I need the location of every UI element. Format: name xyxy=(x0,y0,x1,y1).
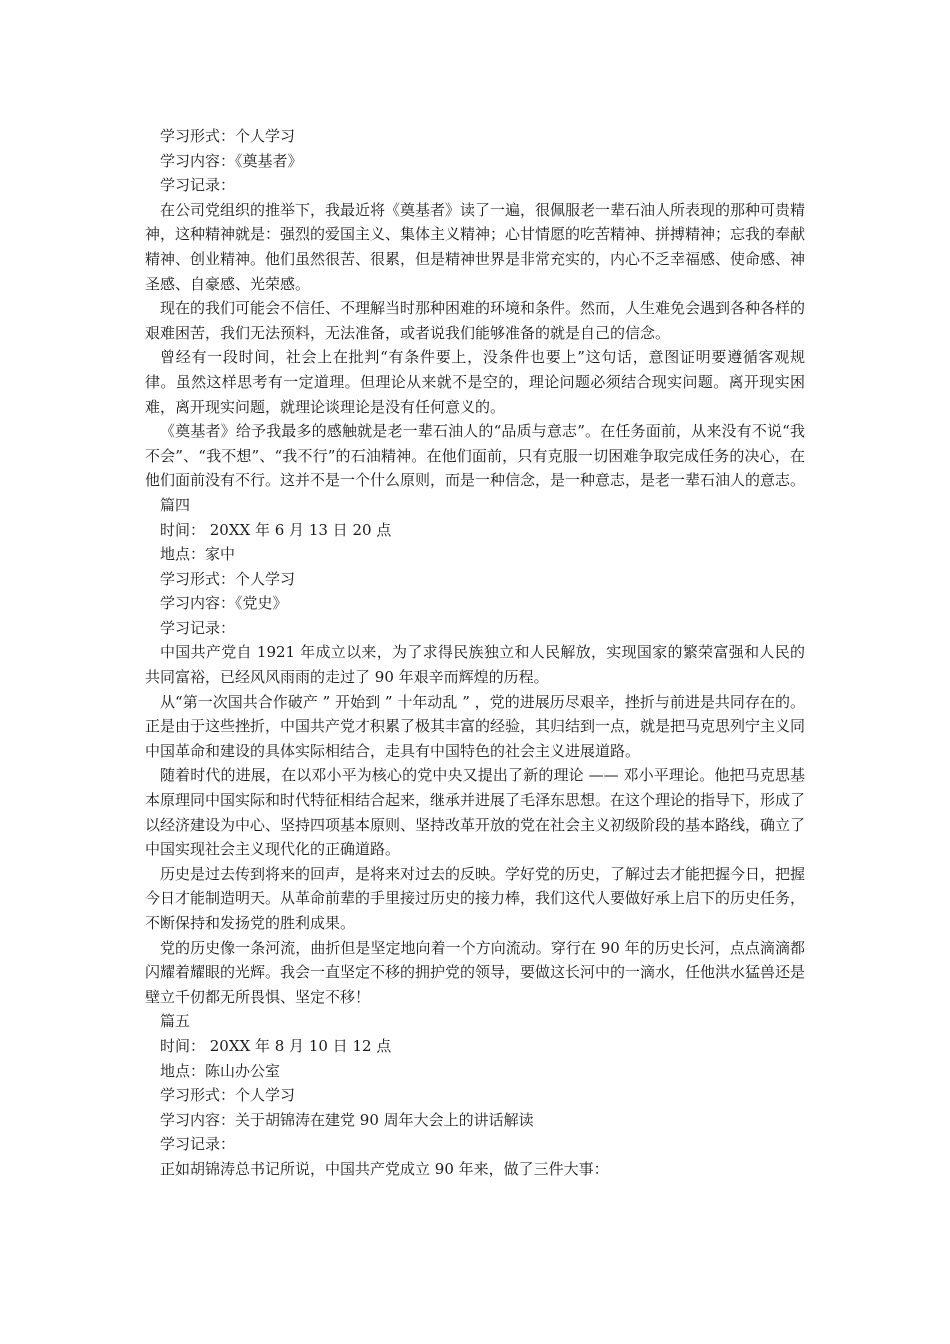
document-page xyxy=(145,124,805,1182)
study-record-label: 学习记录： xyxy=(160,176,236,195)
study-record-label: 学习记录： xyxy=(160,618,236,637)
study-time-line: 时间： 20XX 年 8 月 10 日 12 点 xyxy=(160,1036,392,1055)
study-place-line: 地点：陈山办公室 xyxy=(160,1061,281,1080)
body-paragraph: 中国共产党自 1921 年成立以来，为了求得民族独立和人民解放，实现国家的繁荣富强和人民的共同富裕，已经风风雨雨的走过了 90 年艰辛而辉煌的历程。 xyxy=(145,643,805,687)
study-form-line: 学习形式：个人学习 xyxy=(160,1086,296,1105)
study-time-line: 时间： 20XX 年 6 月 13 日 20 点 xyxy=(160,520,392,539)
body-paragraph: 历史是过去传到将来的回声，是将来对过去的反映。学好党的历史，了解过去才能把握今日，把握今日才能制造明天。从革命前辈的手里接过历史的接力棒，我们这代人要做好承上启下的历史任务，不断保持和发扬党的胜利成果。 xyxy=(145,864,806,932)
study-content-line: 学习内容：关于胡锦涛在建党 90 周年大会上的讲话解读 xyxy=(160,1110,534,1129)
study-form-line: 学习形式：个人学习 xyxy=(160,127,296,145)
study-record-label: 学习记录： xyxy=(160,1135,236,1154)
study-place-line: 地点：家中 xyxy=(160,545,236,564)
body-paragraph: 党的历史像一条河流，曲折但是坚定地向着一个方向流动。穿行在 90 年的历史长河，点点滴滴都闪耀着耀眼的光辉。我会一直坚定不移的拥护党的领导，要做这长河中的一滴水，任他洪水猛兽还是壁立千仞都无所畏惧、坚定不移！ xyxy=(145,938,806,1006)
study-content-line: 学习内容：《奠基者》 xyxy=(160,151,303,170)
section-heading: 篇五 xyxy=(160,1012,191,1031)
study-form-line: 学习形式：个人学习 xyxy=(160,569,296,588)
section-heading: 篇四 xyxy=(160,495,191,514)
study-content-line: 学习内容：《党史》 xyxy=(160,594,288,613)
body-paragraph: 曾经有一段时间，社会上在批判“有条件要上，没条件也要上”这句话，意图证明要遵循客观规律。虽然这样思考有一定道理。但理论从来就不是空的，理论问题必须结合现实问题。离开现实困难，离开现实问题，就理论谈理论是没有任何意义的。 xyxy=(145,348,805,416)
body-paragraph: 现在的我们可能会不信任、不理解当时那种困难的环境和条件。然而，人生难免会遇到各种各样的艰难困苦，我们无法预料，无法准备，或者说我们能够准备的就是自己的信念。 xyxy=(145,299,806,342)
body-paragraph: 《奠基者》给予我最多的感触就是老一辈石油人的“品质与意志”。在任务面前，从来没有不说“我不会”、“我不想”、“我不行”的石油精神。在他们面前，只有克服一切困难争取完成任务的决心，在他们面前没有不行。这并不是一个什么原则，而是一种信念，是一种意志，是老一辈石油人的意志。 xyxy=(145,422,806,490)
body-paragraph: 从“第一次国共合作破产 ” 开始到 ” 十年动乱 ” ，党的进展历尽艰辛，挫折与前进是共同存在的。正是由于这些挫折，中国共产党才积累了极其丰富的经验，其归结到一点，就是把马克思列宁主义同中国革命和建设的具体实际相结合，走具有中国特色的社会主义进展道路。 xyxy=(145,692,806,760)
body-paragraph: 正如胡锦涛总书记所说，中国共产党成立 90 年来，做了三件大事： xyxy=(160,1159,609,1178)
body-paragraph: 在公司党组织的推举下，我最近将《奠基者》读了一遍，很佩服老一辈石油人所表现的那种可贵精神，这种精神就是：强烈的爱国主义、集体主义精神；心甘情愿的吃苦精神、拼搏精神；忘我的奉献精神、创业精神。他们虽然很苦、很累，但是精神世界是非常充实的，内心不乏幸福感、使命感、神圣感、自豪感、光荣感。 xyxy=(145,200,806,293)
body-paragraph: 随着时代的进展，在以邓小平为核心的党中央又提出了新的理论 —— 邓小平理论。他把马克思基本原理同中国实际和时代特征相结合起来，继承并进展了毛泽东思想。在这个理论的指导下，形成了以经济建设为中心、坚持四项基本原则、坚持改革开放的党在社会主义初级阶段的基本路线，确立了中国实现社会主义现代化的正确道路。 xyxy=(145,766,806,859)
